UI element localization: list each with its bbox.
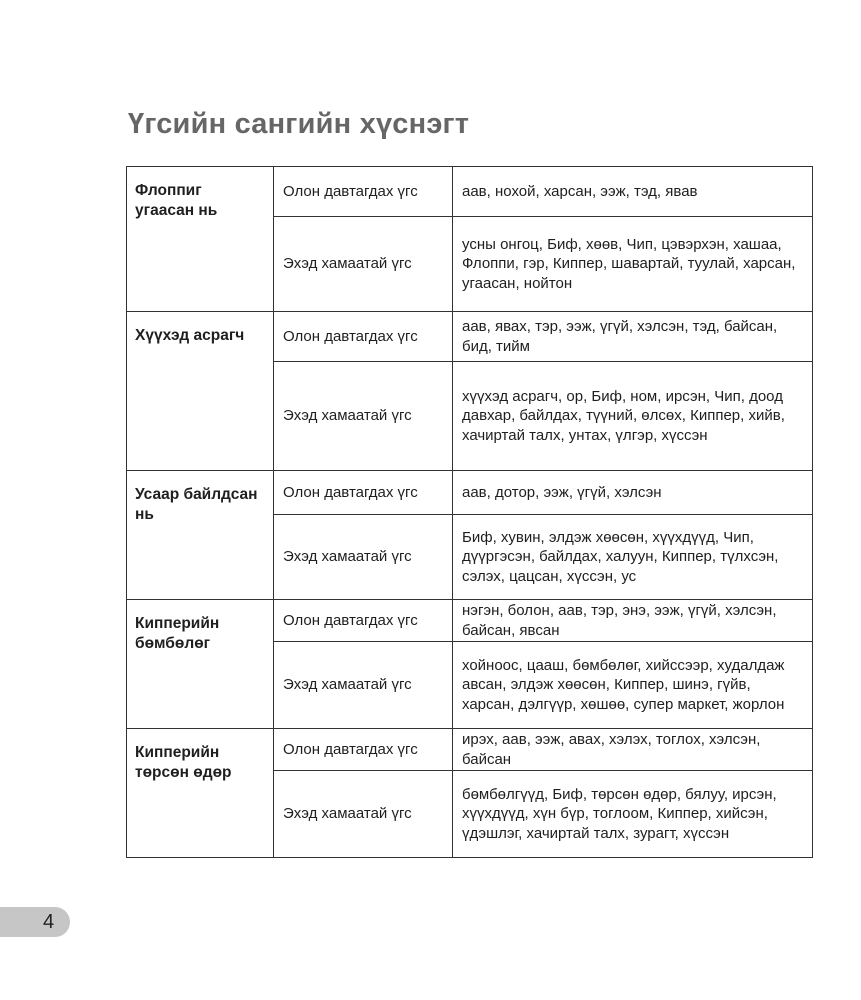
word-list-cell: усны онгоц, Биф, хөөв, Чип, цэвэрхэн, хашаа, Флоппи, гэр, Киппер, шавартай, туулай, харсан, угаасан, нойтон — [453, 217, 813, 312]
page-title: Үгсийн сангийн хүснэгт — [128, 108, 470, 140]
word-type-cell: Олон давтагдах үгс — [274, 600, 453, 642]
table-row — [127, 600, 813, 642]
word-list-cell: аав, дотор, ээж, үгүй, хэлсэн — [453, 471, 813, 515]
word-type-cell: Олон давтагдах үгс — [274, 312, 453, 362]
word-list-cell: ирэх, аав, ээж, авах, хэлэх, тоглох, хэлсэн, байсан — [453, 729, 813, 771]
page-number-tab — [0, 907, 70, 937]
word-type-cell: Олон давтагдах үгс — [274, 729, 453, 771]
book-title-cell: Усаар байлдсан нь — [127, 471, 274, 600]
word-type-cell: Олон давтагдах үгс — [274, 167, 453, 217]
word-list-cell: хүүхэд асрагч, ор, Биф, ном, ирсэн, Чип, доод давхар, байлдах, түүний, өлсөх, Киппер, хийв, хачиртай талх, унтах, үлгэр, хүссэн — [453, 362, 813, 471]
word-type-cell: Эхэд хамаатай үгс — [274, 642, 453, 729]
book-title-cell: Хүүхэд асрагч — [127, 312, 274, 471]
table-row — [127, 167, 813, 217]
word-type-cell: Олон давтагдах үгс — [274, 471, 453, 515]
word-list-cell: нэгэн, болон, аав, тэр, энэ, ээж, үгүй, хэлсэн, байсан, явсан — [453, 600, 813, 642]
table-row — [127, 471, 813, 515]
word-type-cell: Эхэд хамаатай үгс — [274, 771, 453, 858]
word-list-cell: аав, явах, тэр, ээж, үгүй, хэлсэн, тэд, байсан, бид, тийм — [453, 312, 813, 362]
page-number: 4 — [43, 911, 55, 933]
word-type-cell: Эхэд хамаатай үгс — [274, 362, 453, 471]
book-title-cell: Кипперийн бөмбөлөг — [127, 600, 274, 729]
word-list-cell: бөмбөлгүүд, Биф, төрсөн өдөр, бялуу, ирсэн, хүүхдүүд, хүн бүр, тоглоом, Киппер, хийсэн, үдэшлэг, хачиртай талх, зурагт, хүссэн — [453, 771, 813, 858]
vocabulary-table — [126, 166, 813, 858]
word-type-cell: Эхэд хамаатай үгс — [274, 515, 453, 600]
book-title-cell: Кипперийн төрсөн өдөр — [127, 729, 274, 858]
word-list-cell: аав, нохой, харсан, ээж, тэд, явав — [453, 167, 813, 217]
word-type-cell: Эхэд хамаатай үгс — [274, 217, 453, 312]
table-row — [127, 312, 813, 362]
table-row — [127, 729, 813, 771]
word-list-cell: Биф, хувин, элдэж хөөсөн, хүүхдүүд, Чип, дүүргэсэн, байлдах, халуун, Киппер, түлхсэн, сэлэх, цацсан, хүссэн, ус — [453, 515, 813, 600]
word-list-cell: хойноос, цааш, бөмбөлөг, хийссээр, худалдаж авсан, элдэж хөөсөн, Киппер, шинэ, гүйв, харсан, дэлгүүр, хөшөө, супер маркет, жорлон — [453, 642, 813, 729]
book-title-cell: Флоппиг угаасан нь — [127, 167, 274, 312]
